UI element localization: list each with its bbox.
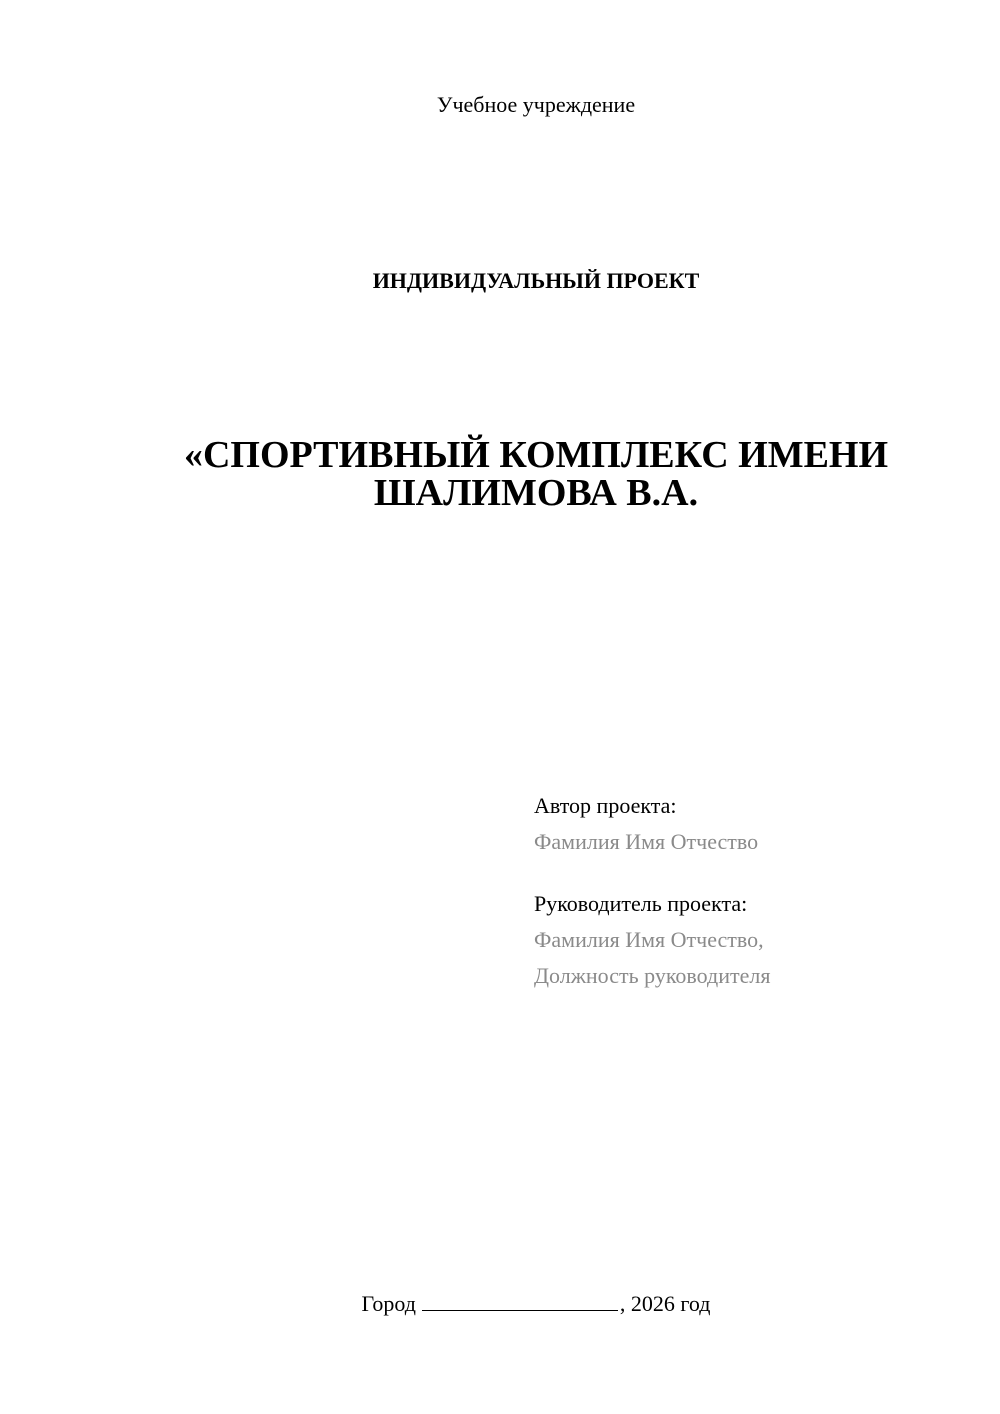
- institution-name: Учебное учреждение: [436, 92, 636, 117]
- project-title-line-1: «СПОРТИВНЫЙ КОМПЛЕКС ИМЕНИ: [183, 434, 889, 476]
- info-spacer: [534, 860, 974, 886]
- author-name-placeholder: Фамилия Имя Отчество: [534, 829, 759, 854]
- project-title: [150, 436, 922, 512]
- footer-city-year: [0, 1290, 1000, 1318]
- year-text: , 2026 год: [619, 1291, 711, 1316]
- supervisor-name-placeholder: Фамилия Имя Отчество,: [534, 927, 764, 952]
- city-blank-line: [422, 1290, 618, 1311]
- project-title-line-2: ШАЛИМОВА В.А.: [373, 472, 699, 514]
- author-label: Автор проекта:: [534, 793, 677, 818]
- supervisor-position-placeholder: Должность руководителя: [534, 963, 771, 988]
- city-label: Город: [361, 1291, 416, 1316]
- document-type: ИНДИВИДУАЛЬНЫЙ ПРОЕКТ: [372, 268, 700, 293]
- project-info-block: [534, 788, 974, 994]
- supervisor-label: Руководитель проекта:: [534, 891, 748, 916]
